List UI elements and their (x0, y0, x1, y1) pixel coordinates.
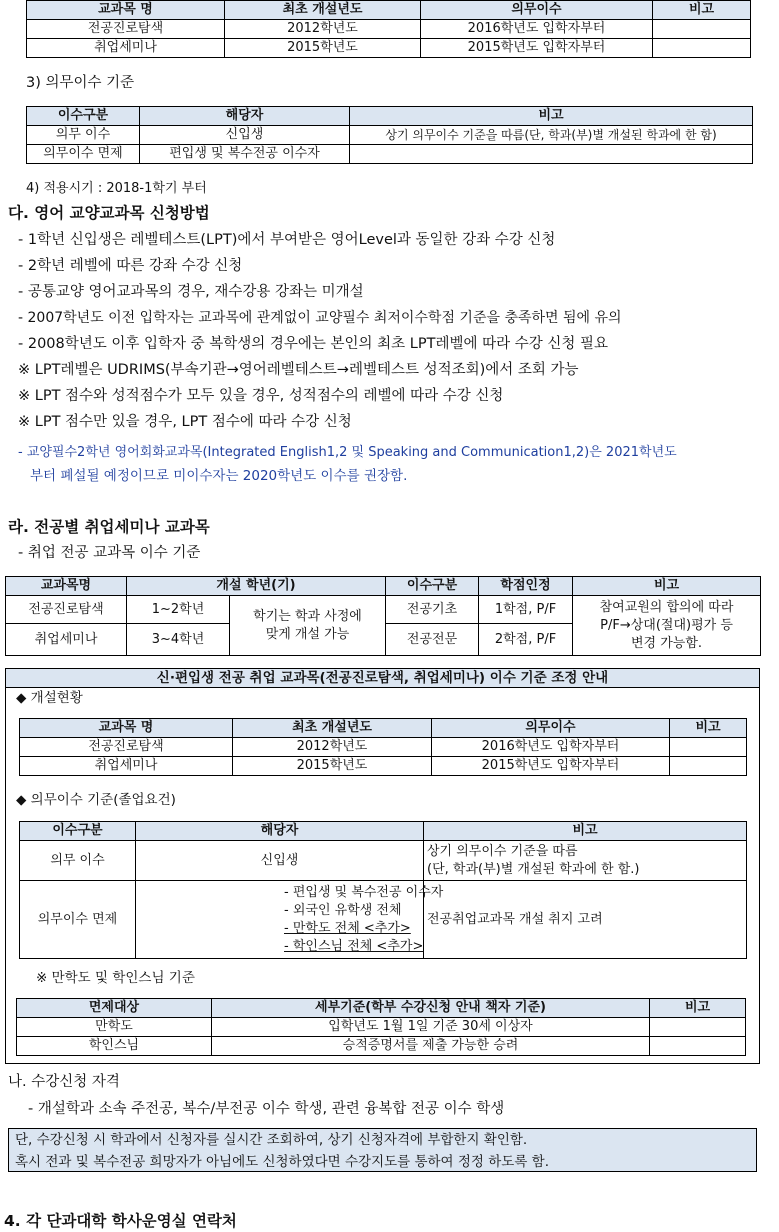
table-cell: 2학점, P/F (479, 624, 573, 656)
table-header: 비고 (670, 719, 747, 738)
table-cell (424, 841, 747, 881)
table-cell: 전공취업교과목 개설 취지 고려 (424, 881, 747, 959)
table-cell: 입학년도 1월 1일 기준 30세 이상자 (212, 1018, 650, 1037)
table-cell: 신입생 (136, 841, 424, 881)
list-item: - 1학년 신입생은 레벨테스트(LPT)에서 부여받은 영어Level과 동일한 강좌 수강 신청 (18, 232, 556, 248)
info-box (8, 1128, 757, 1172)
table-header: 최초 개설년도 (233, 719, 432, 738)
table-header: 비고 (653, 1, 751, 20)
notice-line: - 교양필수2학년 영어회화교과목(Integrated English1,2 및 Speaking and Communication1,2)은 2021학년도 (18, 445, 677, 460)
list-item: - 2007학년도 이전 입학자는 교과목에 관계없이 교양필수 최저이수학점 기준을 충족하면 됨에 유의 (18, 310, 622, 326)
table-header: 최초 개설년도 (225, 1, 421, 20)
list-item: ※ LPT레벨은 UDRIMS(부속기관→영어레벨테스트→레벨테스트 성적조회)에서 조회 가능 (18, 362, 579, 378)
table-cell (650, 1018, 746, 1037)
cell-line: 참여교원의 합의에 따라 (599, 599, 734, 615)
table-header: 개설 학년(기) (127, 577, 386, 596)
table-header: 학점인정 (479, 577, 573, 596)
table-cell: 상기 의무이수 기준을 따름(단, 학과(부)별 개설된 학과에 한 함) (350, 126, 753, 145)
notice-line: 부터 폐설될 예정이므로 미이수자는 2020학년도 이수를 권장함. (30, 468, 408, 484)
table-cell: 2012학년도 (225, 20, 421, 39)
table-row (20, 757, 747, 776)
table-cell: 신입생 (140, 126, 350, 145)
table-row (27, 39, 751, 58)
table-row (6, 596, 761, 624)
cell-line: - 편입생 및 복수전공 이수자 (284, 884, 444, 900)
table-header: 교과목 명 (20, 719, 233, 738)
cell-line: 맞게 개설 가능 (265, 626, 350, 642)
section-title: 다. 영어 교양교과목 신청방법 (8, 204, 210, 222)
table-cell (136, 881, 444, 959)
cell-line: 변경 가능함. (630, 635, 703, 651)
table-cell: 취업세미나 (6, 624, 127, 656)
list-item: - 2008학년도 이후 입학자 중 복학생의 경우에는 본인의 최초 LPT레벨에 따라 수강 신청 필요 (18, 336, 608, 352)
cell-line: P/F→상대(절대)평가 등 (600, 617, 733, 633)
english-course-list (18, 227, 622, 435)
seminar-table (5, 576, 761, 656)
table-cell: 2015학년도 (225, 39, 421, 58)
table-cell: 1학점, P/F (479, 596, 573, 624)
section-subtitle: - 취업 전공 교과목 이수 기준 (18, 545, 201, 561)
table-header: 이수구분 (20, 822, 136, 841)
table-row (17, 1018, 746, 1037)
table-header: 비고 (650, 999, 746, 1018)
list-item: - 공통교양 영어교과목의 경우, 재수강용 강좌는 미개설 (18, 284, 364, 300)
table-cell: 전공기초 (386, 596, 479, 624)
table-cell (670, 738, 747, 757)
table-row (17, 1037, 746, 1056)
table-row (27, 145, 753, 164)
notice-subtitle: ※ 만학도 및 학인스님 기준 (36, 970, 195, 986)
table-header: 해당자 (136, 822, 424, 841)
table-cell (670, 757, 747, 776)
table-cell: 1~2학년 (127, 596, 230, 624)
table-cell (350, 145, 753, 164)
table-cell: 의무 이수 (27, 126, 140, 145)
table-cell: 편입생 및 복수전공 이수자 (140, 145, 350, 164)
table-row (27, 20, 751, 39)
table-cell: 취업세미나 (20, 757, 233, 776)
exemption-table (16, 998, 746, 1056)
table-cell (650, 1037, 746, 1056)
info-line: 단, 수강신청 시 학과에서 신청자를 실시간 조회하여, 상기 신청자격에 부합한지 확인함. (15, 1132, 528, 1148)
cell-line: 학기는 학과 사정에 (253, 608, 362, 624)
cell-line: - 만학도 전체 <추가> (284, 920, 411, 936)
notice-title: 신·편입생 전공 취업 교과목(전공진로탐색, 취업세미나) 이수 기준 조정 안내 (6, 669, 759, 688)
course-open-table (26, 0, 751, 58)
section-title: 나. 수강신청 자격 (8, 1074, 120, 1090)
section-title: 라. 전공별 취업세미나 교과목 (8, 518, 210, 536)
table-header: 의무이수 (421, 1, 653, 20)
info-line: 혹시 전과 및 복수전공 희망자가 아님에도 신청하였다면 수강지도를 통하여 정정 하도록 함. (15, 1154, 550, 1170)
table-cell (573, 596, 761, 656)
section-heading: 3) 의무이수 기준 (26, 75, 135, 91)
table-cell: 2015학년도 (233, 757, 432, 776)
table-row (20, 841, 747, 881)
list-item: - 2학년 레벨에 따른 강좌 수강 신청 (18, 258, 243, 274)
table-header: 비고 (573, 577, 761, 596)
table-cell: 학인스님 (17, 1037, 212, 1056)
table-cell: 의무 이수 (20, 841, 136, 881)
table-cell: 3~4학년 (127, 624, 230, 656)
table-header: 세부기준(학부 수강신청 안내 책자 기준) (212, 999, 650, 1018)
list-item: ※ LPT 점수와 성적점수가 모두 있을 경우, 성적점수의 레벨에 따라 수강 신청 (18, 388, 504, 404)
table-cell: 2016학년도 입학자부터 (432, 738, 670, 757)
table-cell: 2015학년도 입학자부터 (432, 757, 670, 776)
table-row (27, 126, 753, 145)
list-item: - 개설학과 소속 주전공, 복수/부전공 이수 학생, 관련 융복합 전공 이수 학생 (28, 1101, 505, 1117)
notice-requirement-table (19, 821, 747, 959)
table-header: 의무이수 (432, 719, 670, 738)
table-header: 면제대상 (17, 999, 212, 1018)
apply-period: 4) 적용시기 : 2018-1학기 부터 (26, 181, 207, 196)
cell-line: - 학인스님 전체 <추가> (284, 938, 424, 954)
list-item: ※ LPT 점수만 있을 경우, LPT 점수에 따라 수강 신청 (18, 414, 352, 430)
cell-line: - 외국인 유학생 전체 (284, 902, 402, 918)
table-cell: 전공진로탐색 (6, 596, 127, 624)
table-cell (653, 20, 751, 39)
table-cell: 만학도 (17, 1018, 212, 1037)
table-cell (653, 39, 751, 58)
notice-subtitle: ◆ 개설현황 (16, 690, 83, 706)
table-cell: 의무이수 면제 (20, 881, 136, 959)
table-cell: 전공진로탐색 (27, 20, 225, 39)
table-cell: 전공진로탐색 (20, 738, 233, 757)
table-cell: 승적증명서를 제출 가능한 승려 (212, 1037, 650, 1056)
table-row (20, 738, 747, 757)
table-cell (230, 596, 386, 656)
table-header: 비고 (424, 822, 747, 841)
table-cell: 취업세미나 (27, 39, 225, 58)
section-title: 4. 각 단과대학 학사운영실 연락처 (4, 1212, 237, 1230)
table-header: 비고 (350, 107, 753, 126)
table-header-row (27, 1, 751, 20)
table-cell: 2015학년도 입학자부터 (421, 39, 653, 58)
cell-line: (단, 학과(부)별 개설된 학과에 한 함.) (427, 861, 640, 877)
table-header: 교과목 명 (27, 1, 225, 20)
table-cell: 2016학년도 입학자부터 (421, 20, 653, 39)
requirement-table (26, 106, 753, 164)
cell-line: 상기 의무이수 기준을 따름 (427, 843, 578, 859)
table-cell: 2012학년도 (233, 738, 432, 757)
table-header: 교과목명 (6, 577, 127, 596)
notice-open-table (19, 718, 747, 776)
table-header: 이수구분 (386, 577, 479, 596)
table-cell: 의무이수 면제 (27, 145, 140, 164)
table-header: 이수구분 (27, 107, 140, 126)
table-row (20, 881, 747, 959)
notice-subtitle: ◆ 의무이수 기준(졸업요건) (16, 792, 176, 808)
table-cell: 전공전문 (386, 624, 479, 656)
table-header: 해당자 (140, 107, 350, 126)
